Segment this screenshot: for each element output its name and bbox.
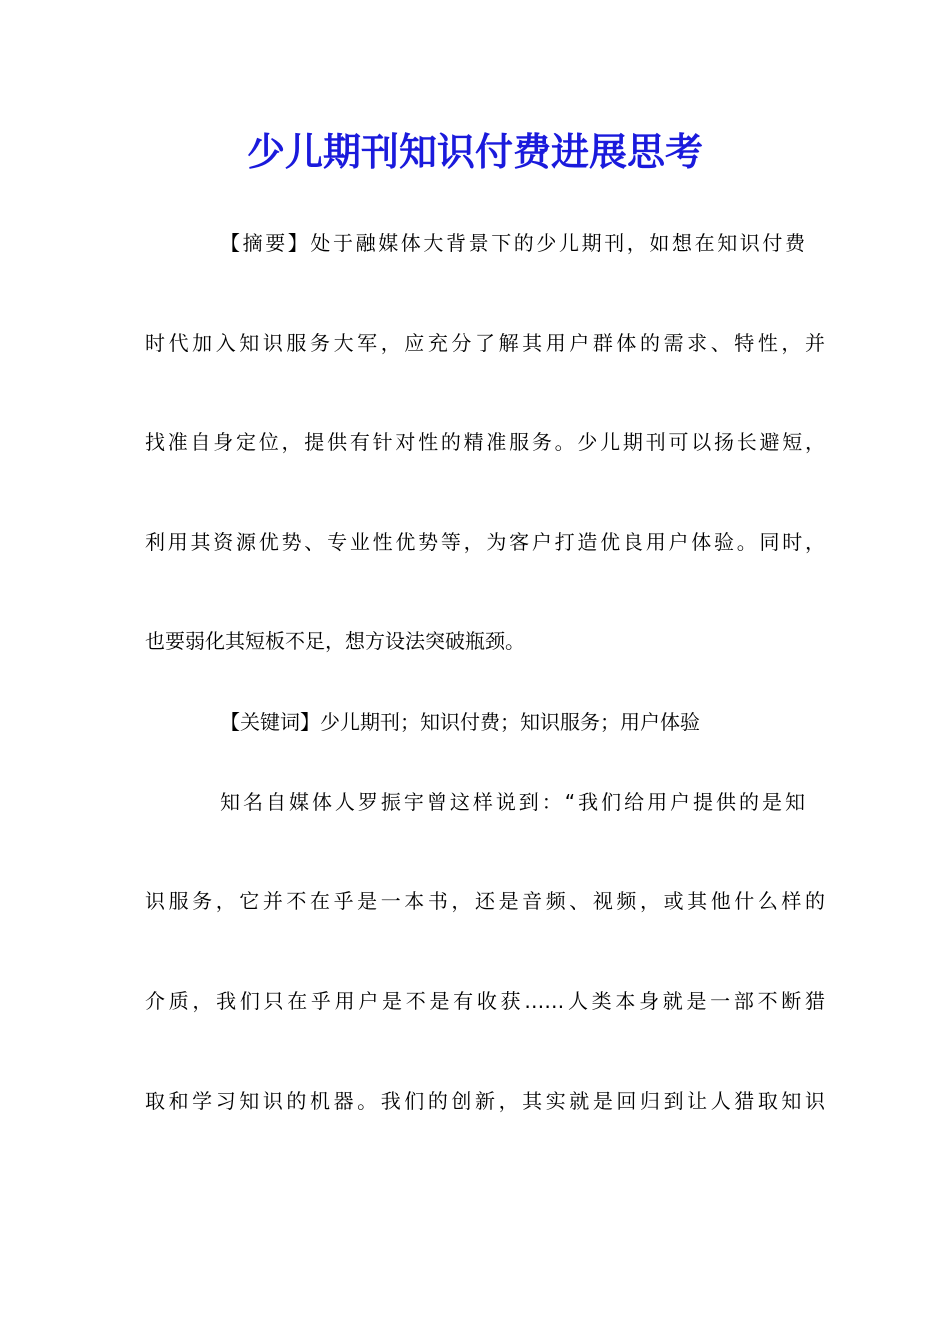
abstract-line-5: 也要弱化其短板不足，想方设法突破瓶颈。	[145, 629, 525, 653]
abstract-line-4: 利用其资源优势、专业性优势等，为客户打造优良用户体验。同时，	[145, 530, 825, 554]
abstract-line-1: 【摘要】处于融媒体大背景下的少儿期刊，如想在知识付费	[220, 231, 805, 255]
body-line-1: 知名自媒体人罗振宇曾这样说到：“我们给用户提供的是知	[220, 790, 805, 814]
body-line-4: 取和学习知识的机器。我们的创新，其实就是回归到让人猎取知识	[145, 1089, 825, 1113]
body-line-3: 介质，我们只在乎用户是不是有收获……人类本身就是一部不断猎	[145, 989, 825, 1013]
abstract-line-2: 时代加入知识服务大军，应充分了解其用户群体的需求、特性，并	[145, 331, 825, 355]
document-title: 少儿期刊知识付费进展思考	[246, 129, 703, 174]
body-line-2: 识服务，它并不在乎是一本书，还是音频、视频，或其他什么样的	[145, 889, 825, 913]
keywords-line: 【关键词】少儿期刊；知识付费；知识服务；用户体验	[220, 710, 700, 734]
abstract-line-3: 找准自身定位，提供有针对性的精准服务。少儿期刊可以扬长避短，	[145, 430, 825, 454]
